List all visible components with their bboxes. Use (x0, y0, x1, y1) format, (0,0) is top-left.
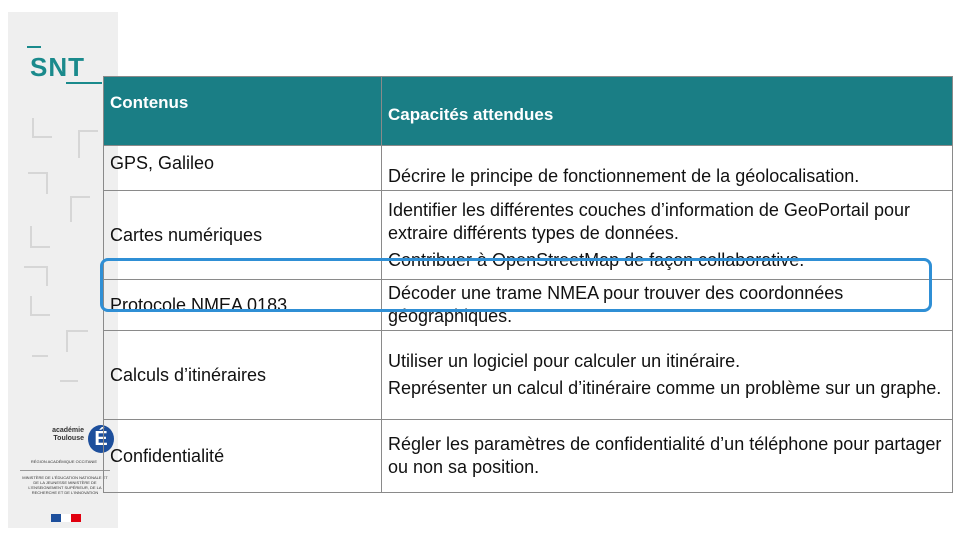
table-row (104, 420, 953, 493)
capacite-text: Décoder une trame NMEA pour trouver des coordonnées géographiques. (388, 283, 844, 326)
cell-contenu: GPS, Galileo (104, 146, 382, 191)
capacite-text: Décrire le principe de fonctionnement de la géolocalisation. (388, 166, 860, 186)
logo-accent-line (66, 82, 102, 84)
table-row (104, 146, 953, 191)
french-flag-icon (51, 509, 81, 517)
cell-capacites (382, 420, 953, 493)
decorative-bracket (78, 130, 98, 158)
region-label: RÉGION ACADÉMIQUE OCCITANIE (30, 459, 98, 464)
cell-contenu: Confidentialité (104, 420, 382, 493)
programme-table-container (103, 76, 953, 493)
cell-capacites (382, 280, 953, 331)
cell-contenu: Protocole NMEA 0183 (104, 280, 382, 331)
capacite-text: Représenter un calcul d’itinéraire comme un problème sur un graphe. (388, 378, 942, 398)
academie-label: académie Toulouse (52, 427, 84, 442)
table-header-row (104, 77, 953, 146)
capacite-text: Identifier les différentes couches d’information de GeoPortail pour extraire différents types de données. (388, 199, 910, 243)
decorative-bracket (70, 196, 90, 222)
capacite-text: Régler les paramètres de confidentialité d’un téléphone pour partager ou non sa position. (388, 434, 942, 477)
cell-capacites (382, 146, 953, 191)
decorative-bracket (32, 118, 52, 138)
table-row (104, 191, 953, 280)
decorative-bracket (30, 296, 50, 316)
ministere-label: MINISTÈRE DE L'ÉDUCATION NATIONALE ET DE LA JEUNESSE MINISTÈRE DE L'ENSEIGNEMENT SUPÉRIEUR, DE LA RECHERCHE ET DE L'INNOVATION (22, 475, 108, 495)
logo-accent-line (27, 46, 41, 48)
programme-table (103, 76, 953, 493)
cell-capacites (382, 331, 953, 420)
decorative-bracket (24, 266, 48, 286)
decorative-bracket (30, 226, 50, 248)
cell-contenu: Calculs d’itinéraires (104, 331, 382, 420)
table-row-highlighted (104, 280, 953, 331)
capacite-text: Utiliser un logiciel pour calculer un itinéraire. (388, 351, 741, 371)
academie-e-icon: É (88, 425, 114, 453)
snt-logo: SNT (30, 52, 85, 82)
logo-divider (20, 470, 110, 471)
decorative-bracket (66, 330, 88, 352)
cell-capacites (382, 191, 953, 280)
cell-contenu: Cartes numériques (104, 191, 382, 280)
decorative-line (32, 355, 48, 359)
table-row (104, 331, 953, 420)
decorative-bracket (28, 172, 48, 194)
decorative-line (60, 380, 78, 384)
header-capacites: Capacités attendues (382, 77, 953, 146)
capacite-text: Contribuer à OpenStreetMap de façon collaborative. (388, 249, 805, 270)
header-contenus: Contenus (104, 77, 382, 146)
